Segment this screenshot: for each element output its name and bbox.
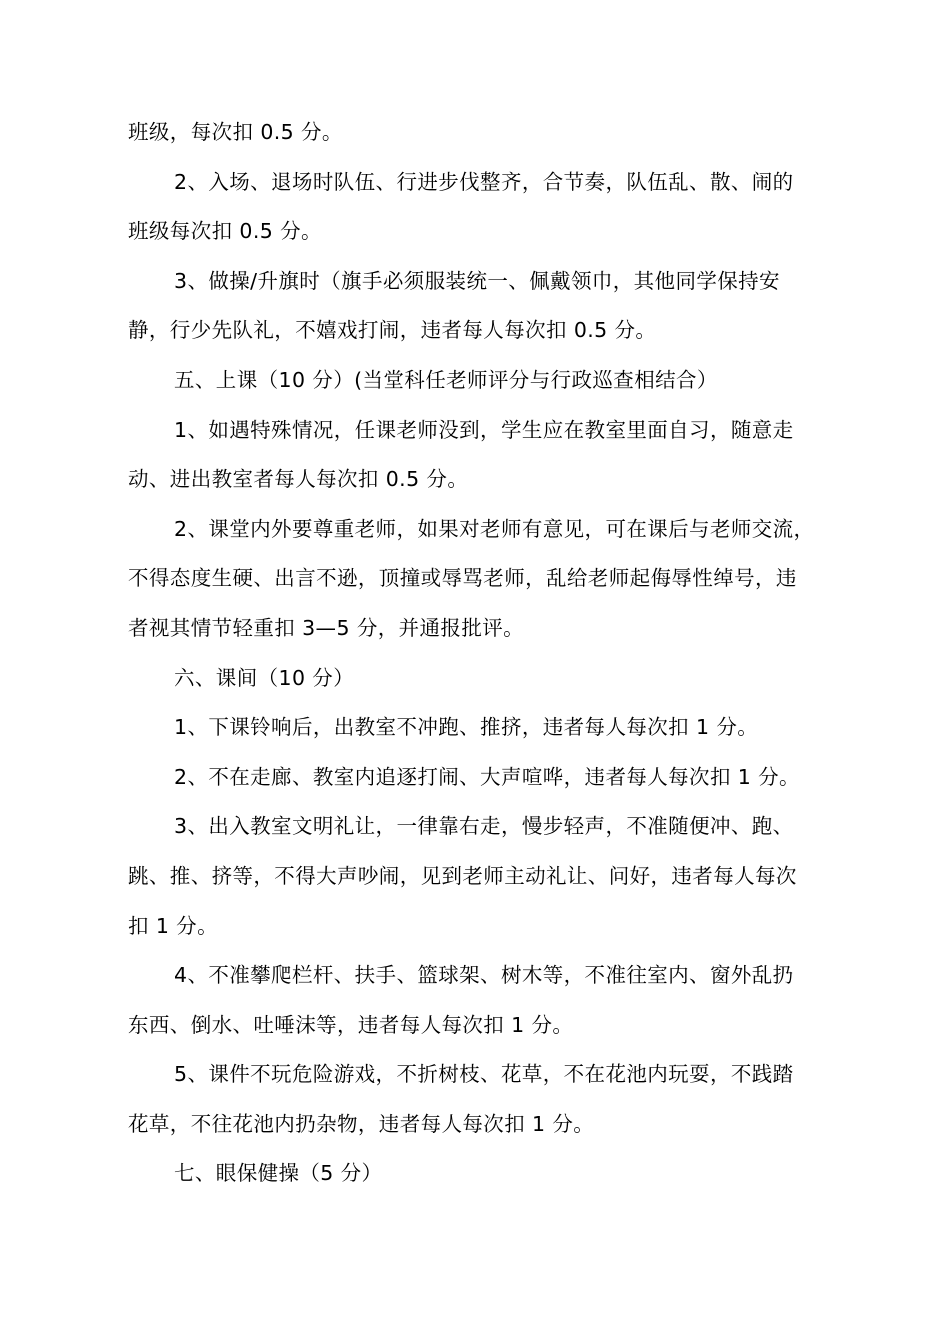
text-line: 5、课件不玩危险游戏，不折树枝、花草，不在花池内玩耍，不践踏 [174,1062,794,1087]
document-body [128,108,836,1199]
text-line: 3、出入教室文明礼让，一律靠右走，慢步轻声，不准随便冲、跑、 [174,814,794,839]
text-line: 2、入场、退场时队伍、行进步伐整齐，合节奏，队伍乱、散、闹的 [174,169,794,194]
text-line: 者视其情节轻重扣 3—5 分，并通报批评。 [128,615,525,640]
text-line: 花草，不往花池内扔杂物，违者每人每次扣 1 分。 [128,1111,595,1136]
text-line: 1、如遇特殊情况，任课老师没到，学生应在教室里面自习，随意走 [174,417,794,442]
section-heading: 五、上课（10 分）(当堂科任老师评分与行政巡查相结合） [174,367,718,392]
text-line: 静，行少先队礼，不嬉戏打闹，违者每人每次扣 0.5 分。 [128,318,657,343]
text-line: 1、下课铃响后，出教室不冲跑、推挤，违者每人每次扣 1 分。 [174,715,759,740]
text-line: 3、做操/升旗时（旗手必须服装统一、佩戴领巾，其他同学保持安 [174,268,780,293]
text-line: 班级每次扣 0.5 分。 [128,219,322,244]
text-line: 4、不准攀爬栏杆、扶手、篮球架、树木等，不准往室内、窗外乱扔 [174,963,794,988]
text-line: 动、进出教室者每人每次扣 0.5 分。 [128,467,469,492]
text-line: 2、不在走廊、教室内追逐打闹、大声喧哗，违者每人每次扣 1 分。 [174,764,800,789]
text-line: 东西、倒水、吐唾沫等，违者每人每次扣 1 分。 [128,1012,574,1037]
text-line: 2、课堂内外要尊重老师，如果对老师有意见，可在课后与老师交流， [174,516,815,541]
section-heading: 七、眼保健操（5 分） [174,1161,383,1186]
text-line: 不得态度生硬、出言不逊，顶撞或辱骂老师，乱给老师起侮辱性绰号，违 [128,566,797,591]
text-line: 班级，每次扣 0.5 分。 [128,120,343,144]
text-line: 跳、推、挤等，不得大声吵闹，见到老师主动礼让、问好，违者每人每次 [128,863,797,888]
text-line: 扣 1 分。 [128,913,218,938]
section-heading: 六、课间（10 分） [174,665,355,690]
